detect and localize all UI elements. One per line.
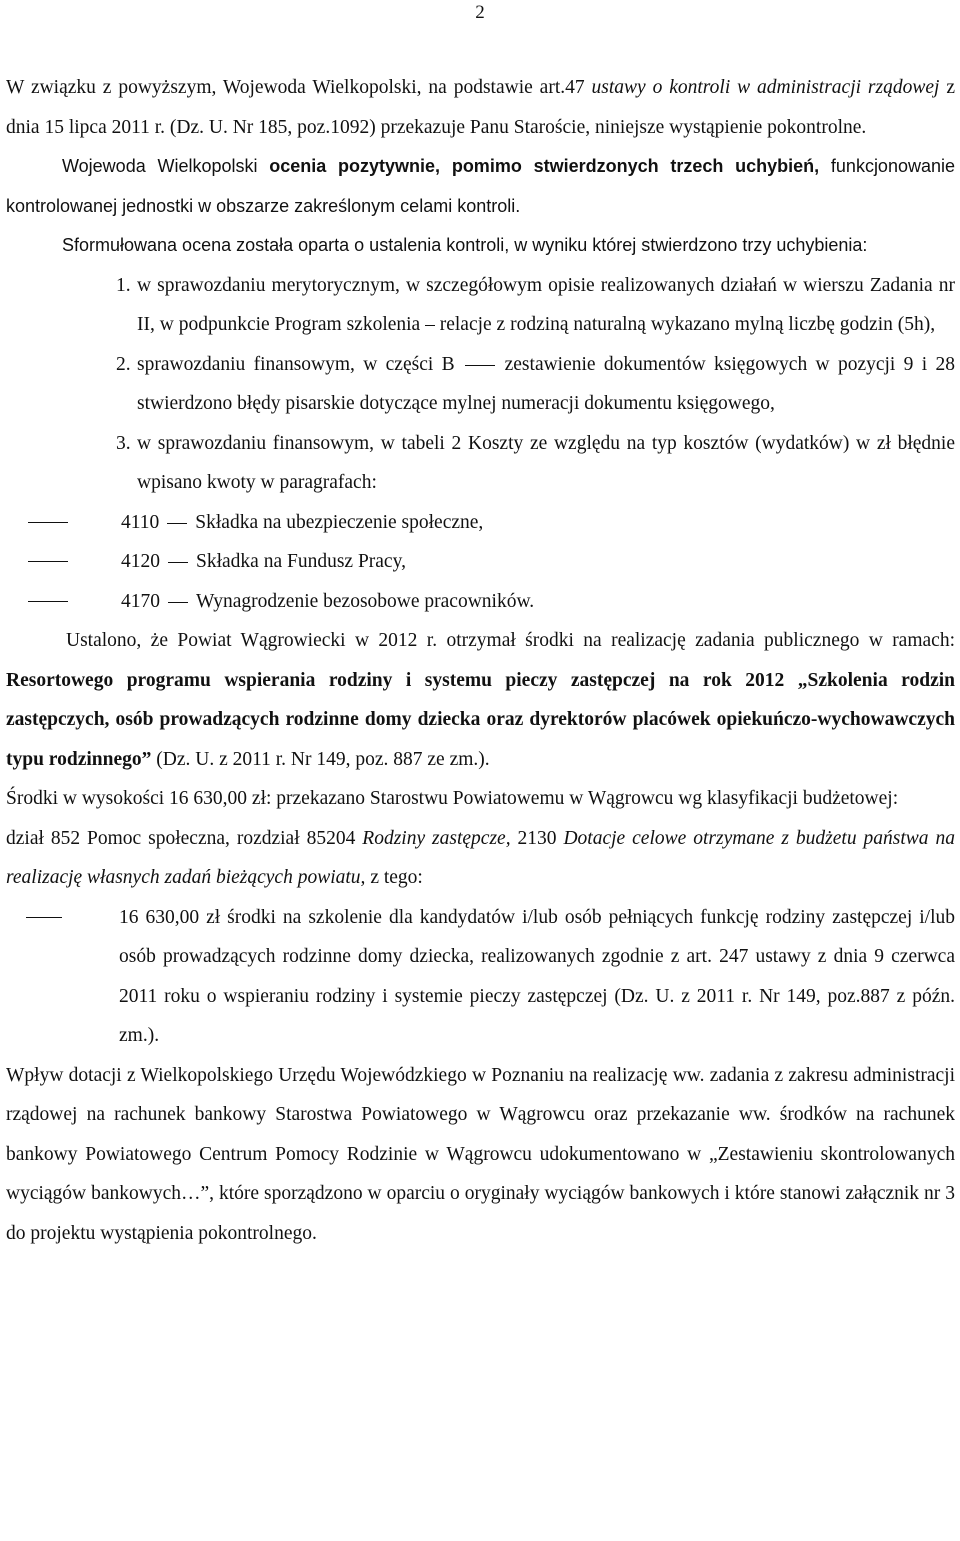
dash (465, 365, 495, 366)
paragraph-item-4120: 4120 Składka na Fundusz Pracy, (6, 542, 955, 582)
dash (167, 523, 187, 524)
finding-item-3: 3. w sprawozdaniu finansowym, w tabeli 2 Koszty ze względu na typ kosztów (wydatków) w zł błędnie wpisano kwoty w paragrafach: (6, 424, 955, 503)
finding-item-1: 1. w sprawozdaniu merytorycznym, w szczegółowym opisie realizowanych działań w wierszu Zadania nr II, w podpunkcie Program szkolenia – relacje z rodziną naturalną wykazano mylną liczbę godzin (5h), (6, 266, 955, 345)
program-paragraph: Ustalono, że Powiat Wągrowiecki w 2012 r. otrzymał środki na realizację zadania publicznego w ramach: Resortowego programu wspierania rodziny i systemu pieczy zastępczej na rok 2012 „Szkolenia rodzin zastępczych, osób prowadzących rodzinne domy dziecka oraz dyrektorów placówek opiekuńczo-wychowawczych typu rodzinnego” (Dz. U. z 2011 r. Nr 149, poz. 887 ze zm.). (6, 630, 955, 770)
item-number: 3. (116, 432, 131, 454)
dash (28, 601, 68, 602)
dash (26, 917, 62, 918)
paragraph-item-4170: 4170 Wynagrodzenie bezosobowe pracowników. (6, 582, 955, 622)
intro-paragraph: W związku z powyższym, Wojewoda Wielkopolski, na podstawie art.47 ustawy o kontroli w administracji rządowej z dnia 15 lipca 2011 r. (Dz. U. Nr 185, poz.1092) przekazuje Panu Staroście, niniejsze wystąpienie pokontrolne. (6, 77, 955, 138)
item-number: 2. (116, 353, 131, 375)
funds-paragraph: Środki w wysokości 16 630,00 zł: przekazano Starostwu Powiatowemu w Wągrowcu wg klasyfikacji budżetowej: (6, 788, 899, 809)
funds-sub-item: 16 630,00 zł środki na szkolenie dla kandydatów i/lub osób pełniących funkcję rodziny zastępczej i/lub osób prowadzących rodzinne domy dziecka, realizowanych zgodnie z art. 247 ustawy z dnia 9 czerwca 2011 roku o wspieraniu rodziny i systemie pieczy zastępczej (Dz. U. z 2011 r. Nr 149, poz.887 z późn. zm.). (6, 898, 955, 1056)
page-number: 2 (475, 2, 485, 23)
document-body (6, 68, 955, 1253)
item-number: 1. (116, 274, 131, 296)
assessment-paragraph: Wojewoda Wielkopolski ocenia pozytywnie, pomimo stwierdzonych trzech uchybień, funkcjonowanie kontrolowanej jednostki w obszarze zakreślonym celami kontroli. (6, 156, 955, 216)
transfer-paragraph: Wpływ dotacji z Wielkopolskiego Urzędu Wojewódzkiego w Poznaniu na realizację ww. zadania z zakresu administracji rządowej na rachunek bankowy Starostwa Powiatowego w Wągrowcu oraz przekazanie ww. środków na rachunek bankowy Powiatowego Centrum Pomocy Rodzinie w Wągrowcu udokumentowano w „Zestawieniu skontrolowanych wyciągów bankowych…”, które sporządzono w oparciu o oryginały wyciągów bankowych i które stanowi załącznik nr 3 do projektu wystąpienia pokontrolnego. (6, 1064, 955, 1244)
dash (28, 561, 68, 562)
classification-paragraph: dział 852 Pomoc społeczna, rozdział 85204 Rodziny zastępcze, 2130 Dotacje celowe otrzymane z budżetu państwa na realizację własnych zadań bieżących powiatu, z tego: (6, 827, 955, 888)
dash (168, 562, 188, 563)
finding-item-2: 2. sprawozdaniu finansowym, w części B zestawienie dokumentów księgowych w pozycji 9 i 28 stwierdzono błędy pisarskie dotyczące mylnej numeracji dokumentu księgowego, (6, 345, 955, 424)
dash (168, 602, 188, 603)
paragraph-item-4110: 4110 Składka na ubezpieczenie społeczne, (6, 503, 955, 543)
dash (28, 522, 68, 523)
findings-intro: Sformułowana ocena została oparta o ustalenia kontroli, w wyniku której stwierdzono trzy uchybienia: (62, 235, 868, 255)
